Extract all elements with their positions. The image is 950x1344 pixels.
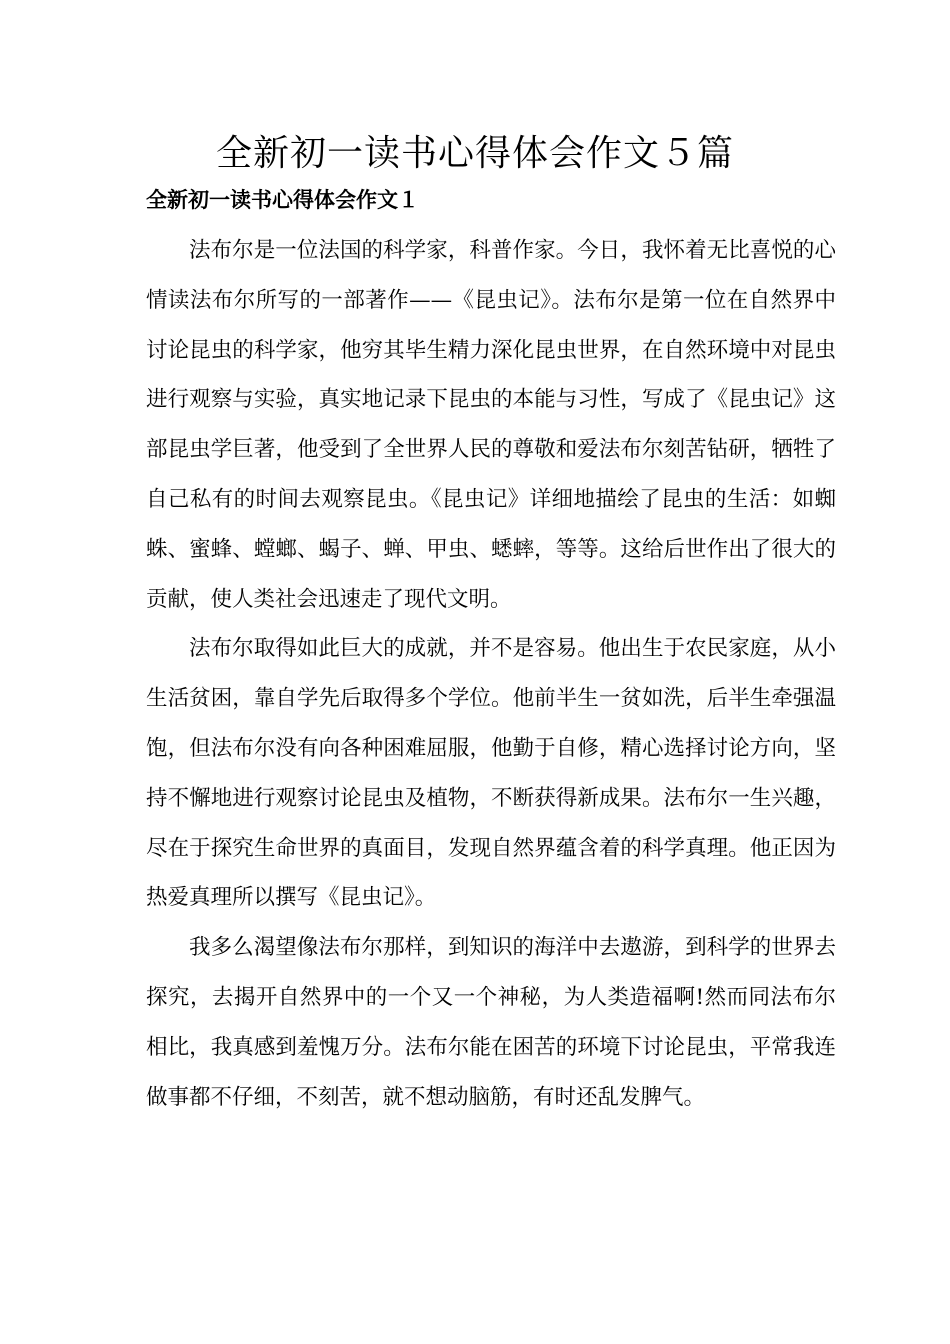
document-body [146,226,836,1122]
document-title: 全新初一读书心得体会作文５篇 [215,133,734,174]
section-heading: 全新初一读书心得体会作文１ [146,187,419,212]
paragraph-3: 我多么渴望像法布尔那样，到知识的海洋中去遨游，到科学的世界去探究，去揭开自然界中的一个又一个神秘，为人类造福啊!然而同法布尔相比，我真感到羞愧万分。法布尔能在困苦的环境下讨论昆虫，平常我连做事都不仔细，不刻苦，就不想动脑筋，有时还乱发脾气。 [146,935,836,1110]
paragraph-2: 法布尔取得如此巨大的成就，并不是容易。他出生于农民家庭，从小生活贫困，靠自学先后取得多个学位。他前半生一贫如洗，后半生牵强温饱，但法布尔没有向各种困难屈服，他勤于自修，精心选择讨论方向，坚持不懈地进行观察讨论昆虫及植物，不断获得新成果。法布尔一生兴趣，尽在于探究生命世界的真面目，发现自然界蕴含着的科学真理。他正因为热爱真理所以撰写《昆虫记》。 [146,636,836,911]
paragraph-1: 法布尔是一位法国的科学家，科普作家。今日，我怀着无比喜悦的心情读法布尔所写的一部著作——《昆虫记》。法布尔是第一位在自然界中讨论昆虫的科学家，他穷其毕生精力深化昆虫世界，在自然环境中对昆虫进行观察与实验，真实地记录下昆虫的本能与习性，写成了《昆虫记》这部昆虫学巨著，他受到了全世界人民的尊敬和爱法布尔刻苦钻研，牺牲了自己私有的时间去观察昆虫。《昆虫记》详细地描绘了昆虫的生活：如蜘蛛、蜜蜂、螳螂、蝎子、蝉、甲虫、蟋蟀，等等。这给后世作出了很大的贡献，使人类社会迅速走了现代文明。 [146,238,836,612]
